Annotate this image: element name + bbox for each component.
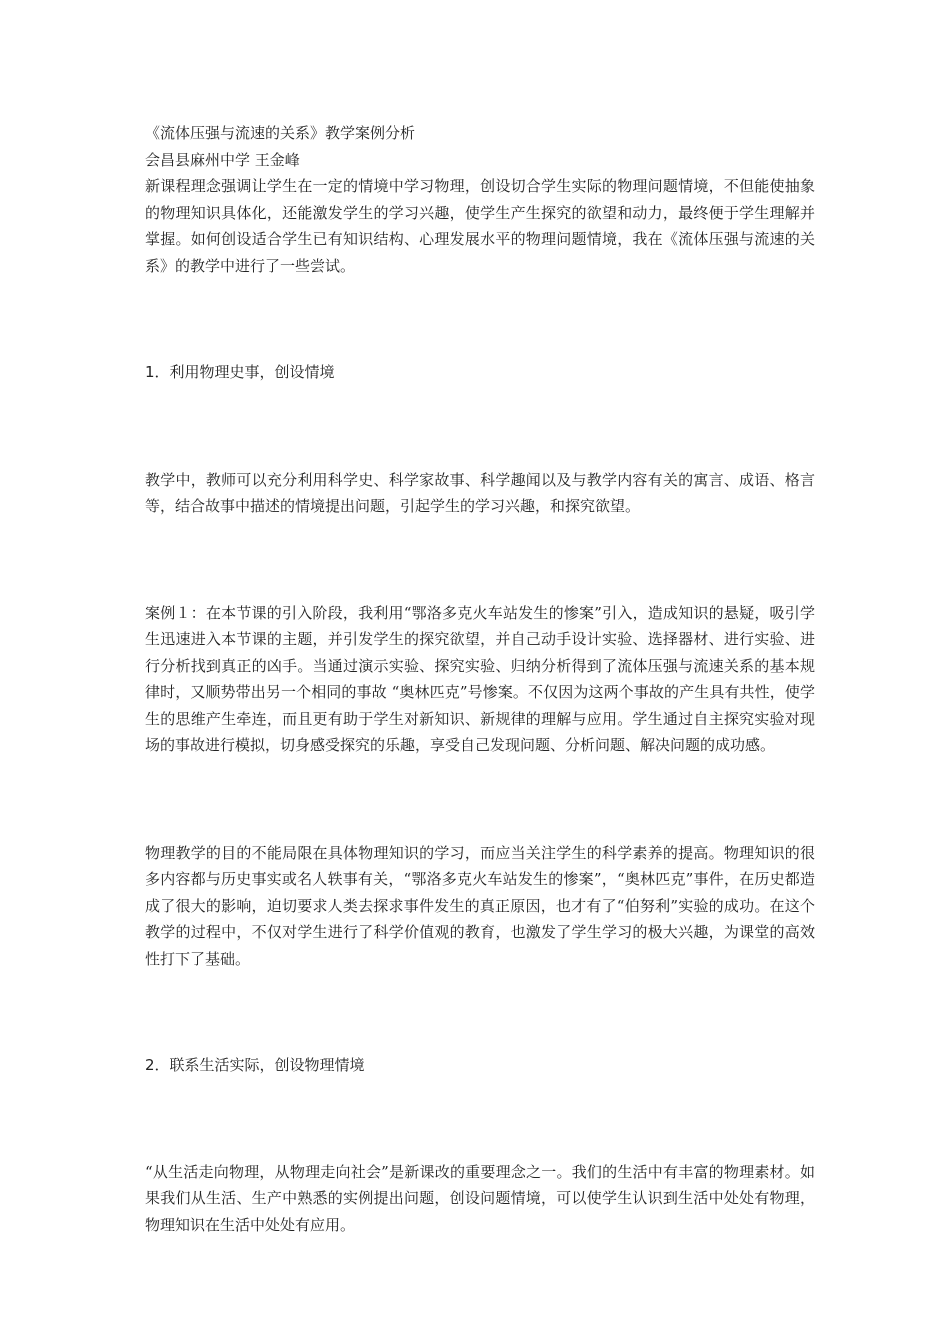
section-1-heading: 1．利用物理史事，创设情境 <box>145 363 335 381</box>
document-body <box>145 120 815 1238</box>
document-title: 《流体压强与流速的关系》教学案例分析 <box>145 124 416 142</box>
case-1-paragraph: 案例１：在本节课的引入阶段，我利用“鄂洛多克火车站发生的惨案”引入，造成知识的悬疑，吸引学生迅速进入本节课的主题，并引发学生的探究欲望，并自己动手设计实验、选择器材、进行实验、进行分析找到真正的凶手。当通过演示实验、探究实验、归纳分析得到了流体压强与流速关系的基本规律时，又顺势带出另一个相同的事故 “奥林匹克”号惨案。不仅因为这两个事故的产生具有共性，使学生的思维产生牵连，而且更有助于学生对新知识、新规律的理解与应用。学生通过自主探究实验对现场的事故进行模拟，切身感受探究的乐趣，享受自己发现问题、分析问题、解决问题的成功感。 <box>145 603 815 754</box>
intro-paragraph: 新课程理念强调让学生在一定的情境中学习物理，创设切合学生实际的物理问题情境，不但能使抽象的物理知识具体化，还能激发学生的学习兴趣，使学生产生探究的欲望和动力，最终便于学生理解并掌握。如何创设适合学生已有知识结构、心理发展水平的物理问题情境，我在《流体压强与流速的关系》的教学中进行了一些尝试。 <box>145 177 815 275</box>
section-2-paragraph: “从生活走向物理，从物理走向社会”是新课改的重要理念之一。我们的生活中有丰富的物理素材。如果我们从生活、生产中熟悉的实例提出问题，创设问题情境，可以使学生认识到生活中处处有物理，物理知识在生活中处处有应用。 <box>145 1162 815 1234</box>
section-2-heading: 2．联系生活实际，创设物理情境 <box>145 1056 365 1074</box>
document-author: 会昌县麻州中学 王金峰 <box>145 150 300 169</box>
section-1-paragraph: 教学中，教师可以充分利用科学史、科学家故事、科学趣闻以及与教学内容有关的寓言、成语、格言等，结合故事中描述的情境提出问题，引起学生的学习兴趣，和探究欲望。 <box>145 470 815 515</box>
section-1-summary-paragraph: 物理教学的目的不能局限在具体物理知识的学习，而应当关注学生的科学素养的提高。物理知识的很多内容都与历史事实或名人轶事有关，“鄂洛多克火车站发生的惨案”，“奥林匹克”事件，在历史都造成了很大的影响，迫切要求人类去探求事件发生的真正原因，也才有了“伯努利”实验的成功。在这个教学的过程中，不仅对学生进行了科学价值观的教育，也激发了学生学习的极大兴趣，为课堂的高效性打下了基础。 <box>145 843 815 968</box>
